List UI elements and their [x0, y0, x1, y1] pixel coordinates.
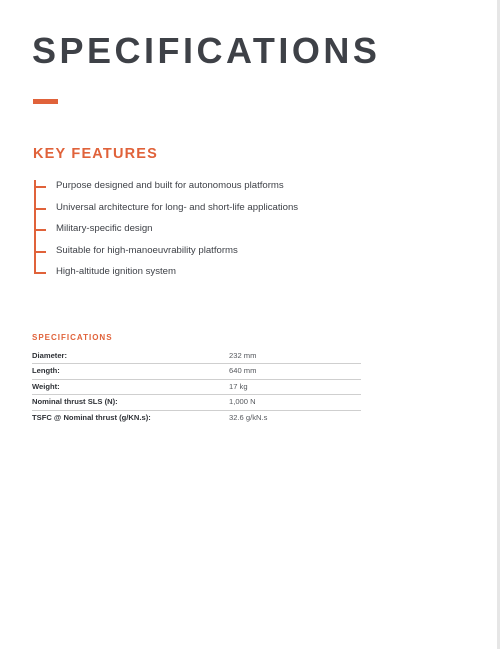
- spec-label: Weight:: [32, 379, 229, 394]
- bullet-tick-icon: [34, 272, 46, 274]
- spec-value: 232 mm: [229, 349, 361, 364]
- spec-label: Nominal thrust SLS (N):: [32, 395, 229, 410]
- spec-label: Diameter:: [32, 349, 229, 364]
- table-row: [32, 349, 361, 364]
- feature-text: Universal architecture for long- and short-life applications: [56, 201, 299, 213]
- feature-text: Suitable for high-manoeuvrability platforms: [56, 244, 238, 256]
- table-row: [32, 410, 361, 425]
- feature-item: [34, 218, 298, 240]
- feature-text: Purpose designed and built for autonomous platforms: [56, 180, 284, 191]
- bullet-tick-icon: [34, 251, 46, 253]
- key-features-list: [34, 175, 298, 283]
- spec-label: TSFC @ Nominal thrust (g/KN.s):: [32, 412, 151, 422]
- spec-label: Length:: [32, 364, 229, 379]
- feature-text: High-altitude ignition system: [56, 266, 176, 278]
- key-features-heading: KEY FEATURES: [33, 146, 159, 162]
- page-title: SPECIFICATIONS: [32, 30, 381, 71]
- specifications-heading: SPECIFICATIONS: [32, 333, 113, 342]
- spec-value: 32.6 g/kN.s: [229, 412, 268, 422]
- feature-item: [34, 197, 298, 219]
- spec-value: 640 mm: [229, 364, 361, 379]
- feature-item: [34, 240, 298, 262]
- spec-value: 1,000 N: [229, 395, 361, 410]
- bullet-tick-icon: [34, 229, 46, 231]
- feature-item: [34, 261, 298, 283]
- feature-item: [34, 175, 298, 197]
- specifications-table: [32, 349, 361, 425]
- bullet-tick-icon: [34, 208, 46, 210]
- table-row: [32, 379, 361, 394]
- table-row: [32, 364, 361, 379]
- table-row: [32, 395, 361, 410]
- feature-text: Military-specific design: [56, 223, 153, 235]
- bullet-tick-icon: [34, 186, 46, 188]
- title-accent-rule: [33, 99, 58, 104]
- spec-value: 17 kg: [229, 379, 361, 394]
